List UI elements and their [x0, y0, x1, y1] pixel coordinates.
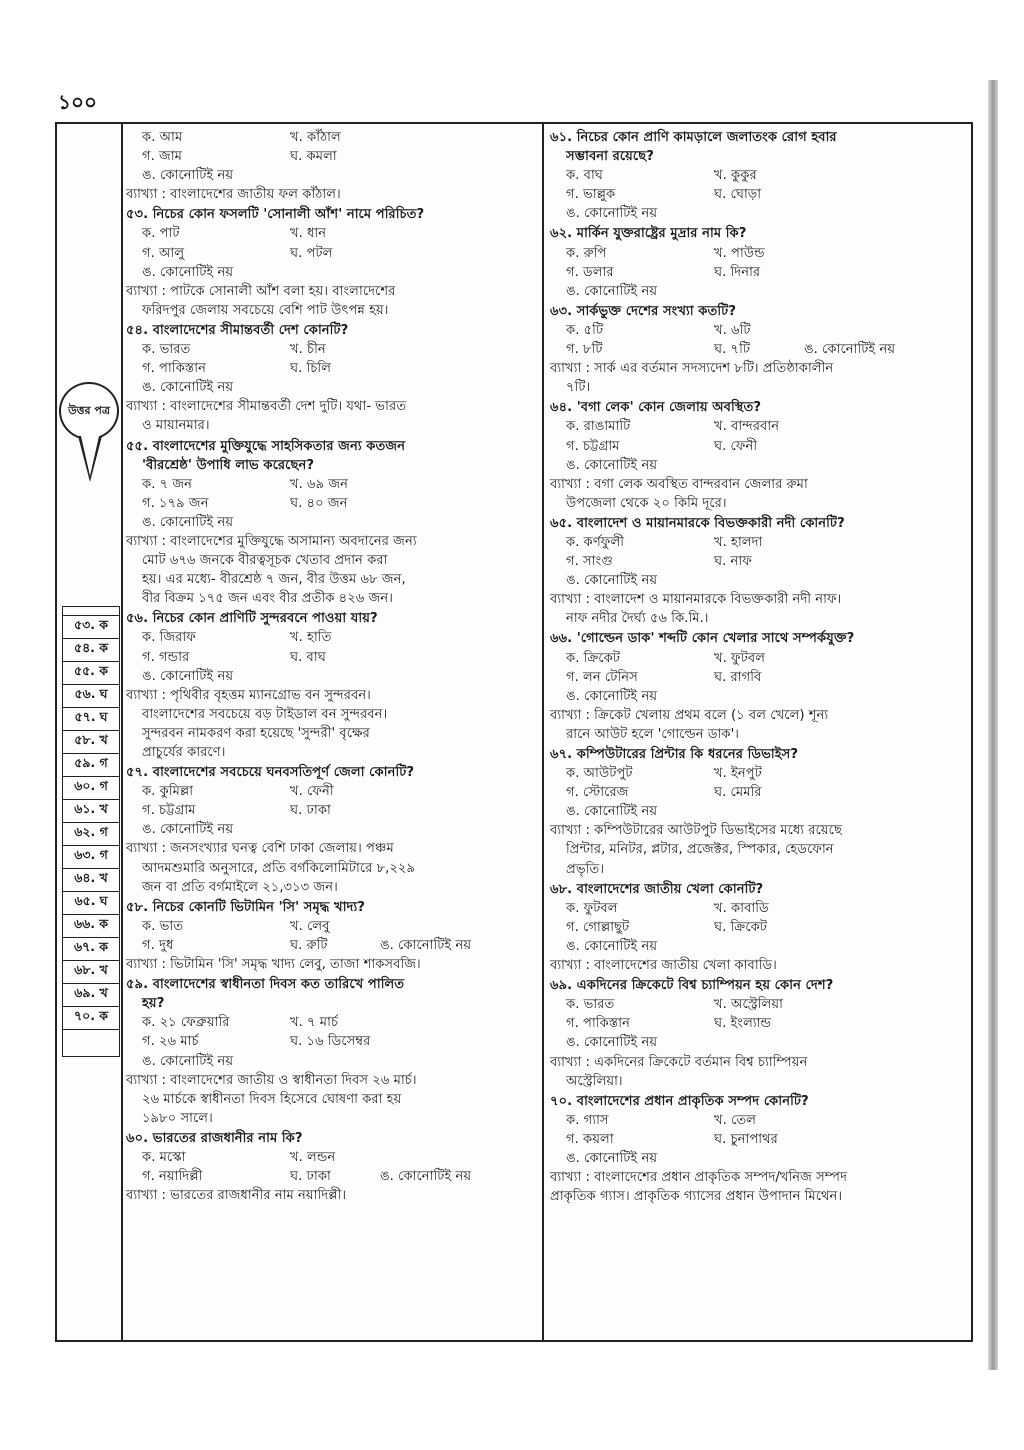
- explanation-line: ব্যাখ্যা : বাংলাদেশের জাতীয় ও স্বাধীনতা দিবস ২৬ মার্চ।: [126, 1072, 417, 1088]
- question-line: ৬১. নিচের কোন প্রাণি কামড়ালে জলাতংক রোগ হবার: [550, 130, 837, 145]
- option: গ. ১৭৯ জন: [142, 495, 209, 511]
- option: ক. মস্কো: [142, 1149, 186, 1165]
- question-line: ৫৫. বাংলাদেশের মুক্তিযুদ্ধে সাহসিকতার জন্য কতজন: [126, 438, 406, 454]
- option: ঘ. চুনাপাথর: [714, 1131, 778, 1147]
- option: ঙ. কোনোটিই নয়: [566, 938, 658, 954]
- option: ক. রুপি: [566, 245, 607, 261]
- explanation-line: সুন্দরবন নামকরণ করা হয়েছে 'সুন্দরী' বৃক্ষের: [142, 725, 370, 741]
- explanation-line: ফরিদপুর জেলায় সবচেয়ে বেশি পাট উৎপন্ন হয়।: [142, 302, 389, 318]
- explanation-line: ব্যাখ্যা : পৃথিবীর বৃহত্তম ম্যানগ্রোভ বন সুন্দরবন।: [126, 687, 371, 703]
- option-row: [126, 917, 538, 936]
- option: গ. কয়লা: [566, 1131, 614, 1147]
- explanation: [550, 706, 968, 744]
- option-row: [126, 1013, 538, 1032]
- explanation-line: বাংলাদেশের সবচেয়ে বড় টাইডাল বন সুন্দরবন।: [142, 706, 388, 722]
- explanation: [550, 590, 968, 628]
- option-row: [126, 128, 538, 147]
- option: ক. বাঘ: [566, 168, 603, 184]
- option: ঙ. কোনোটিই নয়: [142, 514, 234, 530]
- option-row: [550, 764, 968, 783]
- option: ঙ. কোনোটিই নয়: [142, 264, 234, 280]
- explanation: [550, 475, 968, 513]
- option-row: [550, 1014, 968, 1033]
- answer-cell: ৬২. গ: [63, 823, 120, 846]
- option: ঙ. কোনোটিই নয়: [566, 1035, 658, 1051]
- option: ঘ. রাগবি: [714, 669, 762, 685]
- option-row: [126, 628, 538, 647]
- question-text: ৬৪. 'বগা লেক' কোন জেলায় অবস্থিত?: [550, 400, 762, 416]
- option: খ. কাবাডি: [714, 900, 769, 916]
- option: খ. ৭ মার্চ: [290, 1015, 339, 1031]
- question-53: [126, 205, 538, 320]
- option: গ. স্টোরেজ: [566, 785, 629, 801]
- option-row: [550, 340, 968, 359]
- option: খ. ৬৯ জন: [290, 476, 349, 492]
- option: খ. অস্ট্রেলিয়া: [714, 997, 783, 1013]
- option: ঙ. কোনোটিই নয়: [380, 1169, 472, 1185]
- explanation-line: নাফ নদীর দৈর্ঘ্য ৫৬ কি.মি.।: [566, 611, 709, 627]
- option: গ. ৮টি: [566, 342, 603, 358]
- question-text: ৬৭. কম্পিউটারের প্রিন্টার কি ধরনের ডিভাইস?: [550, 747, 798, 762]
- option: গ. গন্ডার: [142, 649, 190, 665]
- option: ক. ২১ ফেব্রুয়ারি: [142, 1015, 230, 1031]
- question-text: ৫৪. বাংলাদেশের সীমান্তবর্তী দেশ কোনটি?: [126, 322, 349, 338]
- option-row: [126, 340, 538, 359]
- option: ঙ. কোনোটিই নয়: [142, 168, 234, 184]
- option: ক. ভাত: [142, 918, 184, 934]
- option-row: [126, 782, 538, 801]
- explanation: ব্যাখ্যা : বাংলাদেশের জাতীয় খেলা কাবাডি।: [550, 958, 777, 974]
- answer-cell: ৬৭. ক: [63, 938, 120, 961]
- explanation: [126, 839, 538, 896]
- question-55: [126, 437, 538, 609]
- option-row: [126, 1148, 538, 1167]
- option: ক. ৫টি: [566, 322, 604, 338]
- explanation: [126, 397, 538, 435]
- explanation: [126, 686, 538, 762]
- answer-cell: ৬১. খ: [63, 800, 120, 823]
- option: ঘ. মেমরি: [714, 785, 762, 801]
- option: খ. হাতি: [290, 630, 332, 646]
- left-column: [126, 128, 538, 1206]
- option: ঙ. কোনোটিই নয়: [142, 822, 234, 838]
- option: ঘ. ক্রিকেট: [714, 919, 768, 935]
- question-56: [126, 609, 538, 762]
- answer-cell: ৬০. গ: [63, 777, 120, 800]
- question-69: [550, 976, 968, 1091]
- option: ক. জিরাফ: [142, 630, 196, 646]
- option-row: [126, 224, 538, 243]
- answer-cell: ৬৯. খ: [63, 984, 120, 1007]
- answer-cell: ৫৯. গ: [63, 754, 120, 777]
- page-number: ১০০: [58, 90, 97, 114]
- option-row: [550, 533, 968, 552]
- option: ঘ. ইংল্যান্ড: [714, 1016, 772, 1032]
- answer-cell: ৫৮. খ: [63, 731, 120, 754]
- option: গ. লন টেনিস: [566, 669, 638, 685]
- option: ঙ. কোনোটিই নয়: [566, 688, 658, 704]
- explanation-line: ২৬ মার্চকে স্বাধীনতা দিবস হিসেবে ঘোষণা করা হয়: [142, 1091, 402, 1107]
- option-row: [550, 783, 968, 802]
- explanation: [550, 821, 968, 878]
- option: গ. ডলার: [566, 264, 614, 280]
- option: ঘ. ঢাকা: [290, 803, 331, 819]
- answer-column-rule: [121, 122, 123, 1342]
- option-row: [126, 801, 538, 820]
- option-row: [550, 185, 968, 204]
- option: ঙ. কোনোটিই নয়: [566, 804, 658, 820]
- option-row: [126, 244, 538, 263]
- answer-cell: ৬৮. খ: [63, 961, 120, 984]
- option-row: [126, 494, 538, 513]
- explanation-line: ৭টি।: [566, 380, 591, 396]
- explanation-line: অস্ট্রেলিয়া।: [566, 1073, 623, 1089]
- option: খ. লন্ডন: [290, 1149, 336, 1165]
- option: খ. চীন: [290, 342, 326, 358]
- explanation-line: ও মায়ানমার।: [142, 418, 210, 434]
- option: ঙ. কোনোটিই নয়: [566, 573, 658, 589]
- book-spine-shadow: [988, 80, 998, 1370]
- question-text: ৬৩. সার্কভুক্ত দেশের সংখ্যা কতটি?: [550, 303, 736, 319]
- option-row: [126, 936, 538, 955]
- option: ক. রাঙামাটি: [566, 419, 631, 435]
- question-61: [550, 128, 968, 223]
- question-text: ৭০. বাংলাদেশের প্রধান প্রাকৃতিক সম্পদ কোনটি?: [550, 1093, 809, 1109]
- explanation-line: রানে আউট হলে 'গোল্ডেন ডাক'।: [566, 726, 739, 742]
- option-row: [550, 263, 968, 282]
- explanation-line: ব্যাখ্যা : বাংলাদেশ ও মায়ানমারকে বিভক্তকারী নদী নাফ।: [550, 592, 842, 608]
- question-text: ৬৯. একদিনের ক্রিকেটে বিশ্ব চ্যাম্পিয়ন হয় কোন দেশ?: [550, 978, 834, 994]
- question-54: [126, 321, 538, 436]
- answer-cell: ৫৪. ক: [63, 639, 120, 662]
- option: গ. নয়াদিল্লী: [142, 1169, 203, 1185]
- option: ক. গ্যাস: [566, 1112, 609, 1128]
- option: ক. ভারত: [566, 997, 615, 1013]
- answer-cell-blank: [63, 1030, 120, 1057]
- explanation: ব্যাখ্যা : বাংলাদেশের জাতীয় ফল কাঁঠাল।: [126, 187, 341, 203]
- explanation-line: ব্যাখ্যা : বাংলাদেশের সীমান্তবর্তী দেশ দুটি। যথা- ভারত: [126, 399, 407, 415]
- option: খ. ধান: [290, 226, 327, 242]
- question-text: ৫৮. নিচের কোনটি ভিটামিন 'সি' সমৃদ্ধ খাদ্য?: [126, 899, 365, 915]
- option-row: [550, 668, 968, 687]
- bubble-tail-fill: [81, 436, 99, 476]
- option: খ. কাঁঠাল: [290, 130, 341, 145]
- option: খ. তেল: [714, 1112, 757, 1128]
- option: খ. লেবু: [290, 918, 330, 934]
- answer-cell: ৫৫. ক: [63, 662, 120, 685]
- question-text: ৫৭. বাংলাদেশের সবচেয়ে ঘনবসতিপূর্ণ জেলা কোনটি?: [126, 765, 415, 781]
- question-text: [550, 128, 968, 166]
- option: গ. জাম: [142, 149, 182, 165]
- option: ঘ. ১৬ ডিসেম্বর: [290, 1034, 371, 1050]
- explanation-line: ব্যাখ্যা : বাংলাদেশের মুক্তিযুদ্ধে অসামান্য অবদানের জন্য: [126, 533, 417, 549]
- option: ঙ. কোনোটিই নয়: [566, 457, 658, 473]
- question-text: ৬৫. বাংলাদেশ ও মায়ানমারকে বিভক্তকারী নদী কোনটি?: [550, 515, 845, 531]
- question-66: [550, 629, 968, 744]
- explanation: [550, 1053, 968, 1091]
- option: খ. কুকুর: [714, 168, 757, 184]
- option: ঙ. কোনোটিই নয়: [380, 937, 472, 953]
- option: গ. পাকিস্তান: [566, 1016, 630, 1032]
- option: ঘ. রুটি: [290, 937, 328, 953]
- explanation-line: প্রাচুর্যের কারণে।: [142, 745, 226, 760]
- option: গ. গোল্লাছুট: [566, 919, 630, 935]
- option-row: [126, 147, 538, 166]
- question-52-tail: [126, 128, 538, 204]
- option-row: [550, 649, 968, 668]
- column-divider: [542, 122, 544, 1342]
- option: ঙ. কোনোটিই নয়: [566, 1150, 658, 1166]
- question-text: [126, 437, 538, 475]
- option-row: [550, 1111, 968, 1130]
- question-67: [550, 745, 968, 879]
- question-line: ৫৯. বাংলাদেশের স্বাধীনতা দিবস কত তারিখে পালিত: [126, 977, 405, 993]
- option: ঘ. কমলা: [290, 149, 337, 165]
- question-62: [550, 224, 968, 300]
- option: খ. ফুটবল: [714, 650, 766, 666]
- answer-cell: ৫৬. ঘ: [63, 685, 120, 708]
- option: গ. পাকিস্তান: [142, 361, 206, 377]
- option: ঘ. ঘোড়া: [714, 187, 762, 203]
- question-line: 'বীরশ্রেষ্ঠ' উপাধি লাভ করেছেন?: [142, 457, 314, 473]
- explanation-line: ব্যাখ্যা : জনসংখ্যার ঘনত্ব বেশি ঢাকা জেলায়। পঞ্চম: [126, 841, 394, 857]
- option: ক. আউটপুট: [566, 766, 633, 782]
- question-63: [550, 302, 968, 397]
- explanation-line: জন বা প্রতি বর্গমাইলে ২১,৩১৩ জন।: [142, 879, 338, 895]
- explanation: [550, 1168, 968, 1206]
- option-row: [550, 437, 968, 456]
- explanation-line: ব্যাখ্যা : বগা লেক অবস্থিত বান্দরবান জেলার রুমা: [550, 476, 808, 492]
- explanation-line: ব্যাখ্যা : সার্ক এর বর্তমান সদস্যদেশ ৮টি। প্রতিষ্ঠাকালীন: [550, 361, 834, 377]
- option: ঘ. পটল: [290, 245, 333, 261]
- question-58: [126, 898, 538, 974]
- option: ঘ. বাঘ: [290, 649, 326, 665]
- option: ঙ. কোনোটিই নয়: [566, 206, 658, 222]
- answer-cell: ৫৩. ক: [63, 616, 120, 639]
- option: খ. ৬টি: [714, 322, 751, 338]
- option-row: [550, 166, 968, 185]
- option: ঙ. কোনোটিই নয়: [142, 380, 234, 396]
- answer-cell-blank: [63, 607, 120, 616]
- option: ঙ. কোনোটিই নয়: [142, 668, 234, 684]
- question-text: ৫৬. নিচের কোন প্রাণিটি সুন্দরবনে পাওয়া যায়?: [126, 611, 378, 627]
- option: খ. ফেনী: [290, 784, 334, 800]
- option-row: [126, 359, 538, 378]
- explanation: [126, 532, 538, 608]
- explanation-line: ব্যাখ্যা : পাটকে সোনালী আঁশ বলা হয়। বাংলাদেশের: [126, 283, 396, 299]
- option: ঘ. দিনার: [714, 264, 761, 280]
- option-row: [126, 648, 538, 667]
- explanation-line: ব্যাখ্যা : ক্রিকেট খেলায় প্রথম বলে (১ বল খেলে) শূন্য: [550, 707, 829, 723]
- option-row: [126, 1167, 538, 1186]
- explanation: [126, 282, 538, 320]
- option: খ. ইনপুট: [714, 766, 762, 782]
- option: ক. কর্ণফুলী: [566, 534, 625, 550]
- answer-sheet-bubble: [59, 382, 119, 440]
- option: গ. ভাল্লুক: [566, 187, 616, 203]
- option: ক. ভারত: [142, 342, 191, 358]
- answer-cell: ৭০. ক: [63, 1007, 120, 1030]
- answer-key-table: [62, 606, 120, 1057]
- bubble-label: উত্তর পত্র: [68, 403, 110, 417]
- option: গ. চট্টগ্রাম: [566, 438, 620, 454]
- option: ঙ. কোনোটিই নয়: [566, 283, 658, 299]
- answer-cell: ৬৫. ঘ: [63, 892, 120, 915]
- explanation-line: উপজেলা থেকে ২০ কিমি দূরে।: [566, 495, 727, 511]
- question-59: [126, 975, 538, 1128]
- explanation: [126, 1071, 538, 1128]
- option-row: [550, 1130, 968, 1149]
- explanation-line: হয়। এর মধ্যে- বীরশ্রেষ্ঠ ৭ জন, বীর উত্তম ৬৮ জন,: [142, 572, 406, 588]
- question-64: [550, 398, 968, 513]
- explanation-line: ব্যাখ্যা : একদিনের ক্রিকেটে বর্তমান বিশ্ব চ্যাম্পিয়ন: [550, 1054, 808, 1070]
- option: ক. পাট: [142, 226, 180, 242]
- option: ঘ. ৪০ জন: [290, 495, 348, 511]
- question-line: সম্ভাবনা রয়েছে?: [566, 149, 654, 165]
- option: গ. ২৬ মার্চ: [142, 1034, 199, 1050]
- explanation-line: ব্যাখ্যা : বাংলাদেশের প্রধান প্রাকৃতিক সম্পদ/খনিজ সম্পদ: [550, 1170, 848, 1186]
- option-row: [550, 244, 968, 263]
- explanation-line: মোট ৬৭৬ জনকে বীরত্বসূচক খেতাব প্রদান করা: [142, 553, 388, 569]
- option-row: [126, 475, 538, 494]
- question-68: [550, 880, 968, 975]
- explanation-line: প্রাকৃতিক গ্যাস। প্রাকৃতিক গ্যাসের প্রধান উপাদান মিথেন।: [550, 1189, 843, 1205]
- option: ঘ. ফেনী: [714, 438, 758, 454]
- option: ক. আম: [142, 130, 183, 145]
- option: ক. কুমিল্লা: [142, 784, 194, 800]
- option: ঘ. ৭টি: [714, 342, 751, 358]
- option: ঘ. নাফ: [714, 554, 752, 570]
- right-column: [550, 128, 968, 1207]
- option: খ. বান্দরবান: [714, 419, 780, 435]
- explanation-line: বীর বিক্রম ১৭৫ জন এবং বীর প্রতীক ৪২৬ জন।: [142, 591, 393, 607]
- option-row: [550, 321, 968, 340]
- answer-cell: ৬৩. গ: [63, 846, 120, 869]
- option: গ. আলু: [142, 245, 185, 261]
- option: গ. দুধ: [142, 937, 174, 953]
- answer-cell: ৫৭. ঘ: [63, 708, 120, 731]
- question-text: [126, 975, 538, 1013]
- option: ঘ. চিলি: [290, 361, 332, 377]
- question-line: হয়?: [142, 996, 165, 1012]
- option-row: [550, 918, 968, 937]
- question-60: [126, 1129, 538, 1205]
- question-text: ৫৩. নিচের কোন ফসলটি 'সোনালী আঁশ' নামে পরিচিত?: [126, 207, 425, 223]
- option: ক. ৭ জন: [142, 476, 193, 492]
- option: ঙ. কোনোটিই নয়: [142, 1053, 234, 1069]
- option: ঘ. ঢাকা: [290, 1169, 331, 1185]
- option: গ. চট্টগ্রাম: [142, 803, 196, 819]
- question-text: ৬৬. 'গোল্ডেন ডাক' শব্দটি কোন খেলার সাথে সম্পর্কযুক্ত?: [550, 631, 855, 647]
- option: ক. ফুটবল: [566, 900, 618, 916]
- option-row: [550, 552, 968, 571]
- explanation-line: প্রভৃতি।: [566, 861, 605, 877]
- option: খ. পাউন্ড: [714, 245, 765, 261]
- explanation-line: ব্যাখ্যা : কম্পিউটারের আউটপুট ডিভাইসের মধ্যে রয়েছে: [550, 823, 842, 839]
- option-row: [550, 899, 968, 918]
- explanation-line: প্রিন্টার, মনিটর, প্লটার, প্রজেক্টর, স্পিকার, হেডফোন: [566, 842, 834, 858]
- option: খ. হালদা: [714, 534, 763, 550]
- explanation: [550, 359, 968, 397]
- option: ক. ক্রিকেট: [566, 650, 621, 666]
- option-row: [126, 1032, 538, 1051]
- question-text: ৬৮. বাংলাদেশের জাতীয় খেলা কোনটি?: [550, 881, 764, 897]
- answer-cell: ৬৪. খ: [63, 869, 120, 892]
- option-row: [550, 995, 968, 1014]
- explanation-line: ১৯৮০ সালে।: [142, 1110, 213, 1126]
- option: গ. সাংগু: [566, 554, 613, 570]
- answer-cell: ৬৬. ক: [63, 915, 120, 938]
- option: ঙ. কোনোটিই নয়: [804, 342, 896, 358]
- explanation: ব্যাখ্যা : ভিটামিন 'সি' সমৃদ্ধ খাদ্য লেবু, তাজা শাকসবজি।: [126, 957, 421, 973]
- question-70: [550, 1092, 968, 1207]
- question-57: [126, 763, 538, 897]
- question-65: [550, 514, 968, 629]
- option-row: [550, 417, 968, 436]
- question-text: ৬০. ভারতের রাজধানীর নাম কি?: [126, 1130, 303, 1146]
- question-text: ৬২. মার্কিন যুক্তরাষ্ট্রের মুদ্রার নাম কি?: [550, 226, 747, 242]
- explanation-line: আদমশুমারি অনুসারে, প্রতি বর্গকিলোমিটারে ৮,২২৯: [142, 860, 416, 876]
- explanation: ব্যাখ্যা : ভারতের রাজধানীর নাম নয়াদিল্লী।: [126, 1188, 347, 1204]
